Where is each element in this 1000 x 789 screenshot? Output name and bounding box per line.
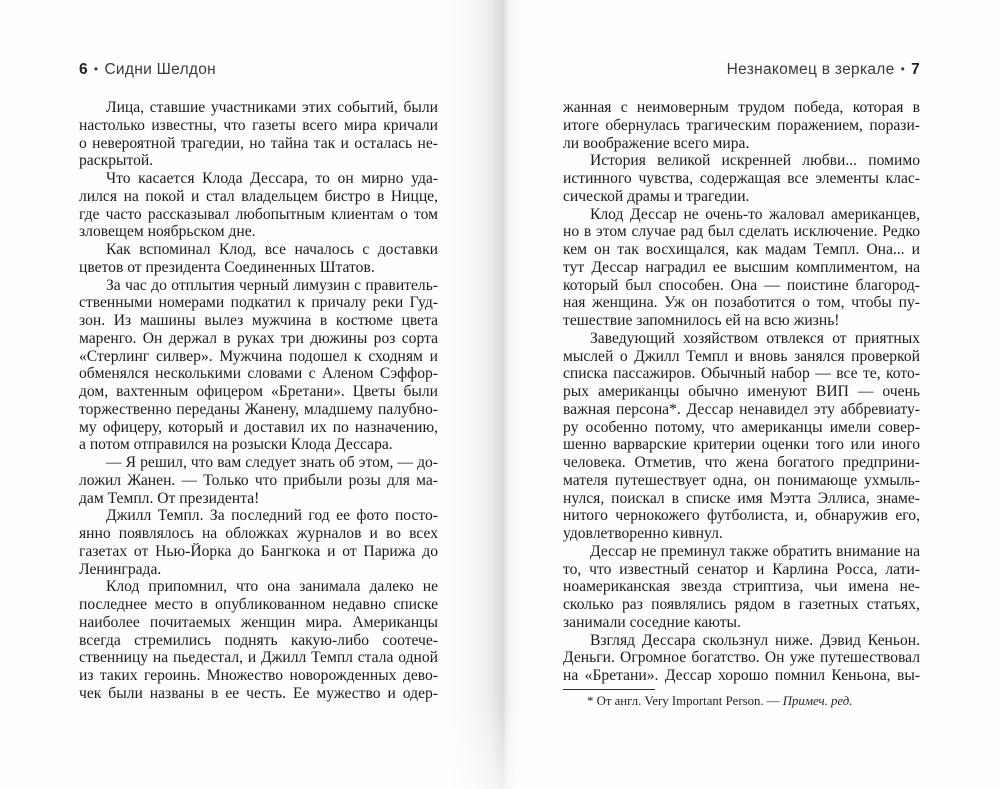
text-line: мателя путешествует одна, он понимающе ухмыль-: [563, 471, 920, 489]
text-line: раскрытой.: [79, 152, 154, 170]
footnote-text: [563, 694, 920, 709]
header-bullet-icon: •: [93, 62, 99, 76]
book-spine-shadow: [444, 0, 524, 789]
text-line: тут Дессар наградил ее высшим комплиментом, на: [563, 258, 920, 276]
paragraph: [563, 152, 920, 205]
text-line: ственницу на пьедестал, и Джилл Темпл стала одной: [79, 649, 438, 667]
text-line: истинного чувства, содержащая все элементы клас-: [563, 170, 920, 187]
left-page-number: 6: [79, 61, 88, 78]
text-line: удовлетворенно кивнул.: [563, 525, 723, 542]
text-line: торжественно переданы Жанену, младшему палубно-: [79, 400, 438, 418]
footnote: [563, 689, 920, 709]
text-line: сколько раз появлялись рядом в газетных статьях,: [563, 596, 920, 613]
text-line: му офицеру, который и доставил их по назначению,: [79, 418, 438, 436]
text-line: Дессар не преминул также обратить внимание на: [590, 542, 920, 560]
header-bullet-icon: •: [900, 62, 906, 76]
paragraph: [563, 543, 920, 632]
text-line: на «Бретани». Дессар хорошо помнил Кеньона, вы-: [563, 667, 920, 684]
text-line: Взгляд Дессара скользнул ниже. Дэвид Кеньон.: [590, 631, 920, 649]
right-page-number: 7: [911, 61, 920, 78]
text-line: ли воображение всего мира.: [563, 134, 750, 152]
text-line: янно появлялось на обложках журналов и во всех: [79, 525, 438, 542]
right-running-title: Незнакомец в зеркале: [726, 61, 895, 78]
text-line: о невероятной трагедии, но тайна так и осталась не-: [79, 134, 438, 152]
text-line: История великой искренней любви... помимо: [590, 152, 920, 170]
paragraph: [79, 578, 438, 702]
text-line: из таких героинь. Множество новорожденных дево-: [79, 667, 438, 684]
text-line: шенно варварские критерии оценки того или иного: [563, 436, 920, 454]
text-line: маренго. Он держал в руках три дюжины роз сорта: [79, 329, 438, 347]
paragraph: [79, 454, 438, 507]
text-line: последнее место в опубликованном недавно списке: [79, 596, 438, 613]
text-line: важная персона*. Дессар ненавидел эту аббревиату-: [563, 400, 920, 418]
text-line: занимали соседние каюты.: [563, 613, 741, 631]
right-page-header: [563, 61, 920, 79]
text-line: нулся, поискал в списке имя Мэтта Эллиса, знаме-: [563, 489, 920, 507]
text-line: Лица, ставшие участниками этих событий, были: [106, 99, 438, 116]
paragraph: [79, 277, 438, 455]
text-line: Ленинграда.: [79, 560, 162, 578]
text-line: человека. Отметив, что жена богатого предприни-: [563, 454, 920, 471]
footnote-text-normal: * От англ. Very Important Person. —: [587, 693, 783, 708]
text-line: ноамериканская звезда стриптиза, чьи имена не-: [563, 578, 920, 596]
text-line: ру особенно потому, что американцы имели совер-: [563, 418, 920, 436]
text-line: сической драмы и трагедии.: [563, 187, 750, 205]
text-line: нитого чернокожего футболиста, и, обнаружив его,: [563, 507, 920, 525]
text-line: ложил Жанен. — Только что прибыли розы для ма-: [79, 471, 438, 489]
text-line: то, что известный сенатор и Карлина Росса, лати-: [563, 560, 920, 578]
text-line: всегда стремились поднять какую-либо соотече-: [79, 631, 438, 649]
paragraph: [79, 507, 438, 578]
text-line: лился на покой и стал владельцем бистро в Ницце,: [79, 187, 438, 205]
text-line: Клод Дессар не очень-то жаловал американцев,: [590, 205, 920, 223]
paragraph: [563, 632, 920, 685]
text-line: Как вспоминал Клод, все началось с доставки: [106, 241, 438, 258]
text-line: зон. Из машины вылез мужчина в костюме цвета: [79, 312, 438, 329]
text-line: но в этом случае рад был сделать исключение. Редко: [563, 223, 920, 241]
text-line: ная женщина. Уж он позаботится о том, чтобы пу-: [563, 294, 920, 312]
text-line: рых американцы обычно именуют ВИП — очень: [563, 383, 920, 400]
text-line: дам Темпл. От президента!: [79, 489, 260, 507]
text-line: Деньги. Огромное богатство. Он уже путешествовал: [563, 649, 920, 667]
paragraph: [563, 99, 920, 152]
text-line: «Стерлинг силвер». Мужчина подошел к сходням и: [79, 347, 438, 365]
paragraph: [563, 330, 920, 543]
text-line: мыслей о Джилл Темпл и вновь занялся проверкой: [563, 347, 920, 365]
text-line: тешествие запомнилось ей на всю жизнь!: [563, 312, 840, 329]
text-line: ственными номерами подкатил к причалу реки Гуд-: [79, 294, 438, 312]
footnote-rule: [563, 689, 655, 690]
text-line: зловещем ноябрьском дне.: [79, 223, 256, 241]
text-line: наиболее почитаемых женщин мира. Американцы: [79, 613, 438, 631]
text-line: который был способен. Она — поистине благород-: [563, 276, 920, 294]
text-line: Заведующий хозяйством отвлекся от приятных: [590, 329, 920, 347]
left-page-body: [79, 99, 438, 703]
text-line: кем он так восхищался, как мадам Темпл. Она... и: [563, 241, 920, 258]
paragraph: [563, 206, 920, 330]
text-line: жанная с неимоверным трудом победа, которая в: [563, 99, 920, 116]
text-line: Что касается Клода Дессара, то он мирно уда-: [106, 170, 438, 187]
text-line: газетах от Нью-Йорка до Бангкока и от Парижа до: [79, 542, 438, 560]
text-line: списка пассажиров. Обычный набор — все те, кото-: [563, 365, 920, 383]
text-line: За час до отплытия черный лимузин с правитель-: [106, 276, 438, 294]
text-line: цветов от президента Соединенных Штатов.: [79, 258, 375, 276]
text-line: Клод припомнил, что она занимала далеко не: [106, 578, 438, 596]
paragraph: [79, 99, 438, 170]
text-line: обменялся несколькими словами с Аленом Сэффор-: [79, 365, 438, 383]
text-line: где часто рассказывал любопытным клиентам о том: [79, 205, 438, 223]
text-line: а потом отправился на розыски Клода Дессара.: [79, 436, 393, 454]
text-line: настолько известны, что газеты всего мира кричали: [79, 116, 438, 134]
paragraph: [79, 241, 438, 277]
text-line: — Я решил, что вам следует знать об этом, — до-: [106, 454, 438, 471]
text-line: чек были названы в ее честь. Ее мужество и одер-: [79, 684, 438, 702]
paragraph: [79, 170, 438, 241]
left-running-title: Сидни Шелдон: [104, 61, 217, 78]
footnote-text-italic: Примеч. ред.: [782, 693, 853, 708]
text-line: Джилл Темпл. За последний год ее фото посто-: [106, 507, 438, 525]
text-line: итоге обернулась трагическим поражением, порази-: [563, 116, 920, 134]
text-line: дом, вахтенным офицером «Бретани». Цветы были: [79, 383, 438, 400]
left-page-header: [79, 61, 438, 79]
right-page-body: [563, 99, 920, 709]
